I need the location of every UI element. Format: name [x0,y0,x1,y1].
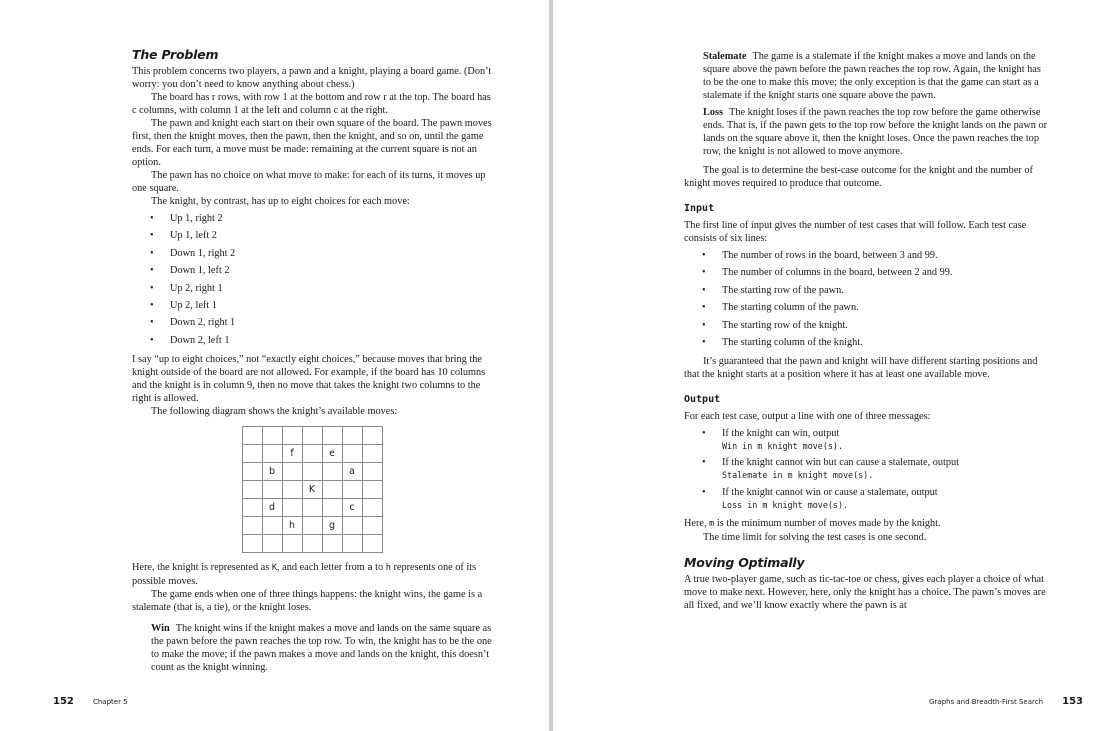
board-cell [262,426,282,444]
board-cell [362,444,382,462]
board-cell [302,498,322,516]
board-cell [362,534,382,552]
paragraph: The first line of input gives the number of test cases that will follow. Each test case consists of six lines: [684,220,1027,244]
definition-stalemate: Stalemate The game is a stalemate if the knight makes a move and lands on the square above the pawn before the pawn reaches the top row. Again, the knight has to be the one to make this move; the only exception is that the game can start as a stalemate if the knight starts one square above the pawn. [703,51,1041,101]
term-win: Win [151,622,170,634]
board-row [242,462,382,480]
left-footer [53,689,128,708]
list-item: • The starting column of the pawn. [684,301,1051,314]
board-cell [342,480,362,498]
board-cell [262,480,282,498]
list-item: • Down 2, left 1 [132,334,492,347]
list-item: • Up 2, right 1 [132,282,492,295]
board-cell [242,498,262,516]
page-number: 152 [53,696,74,707]
board-cell [362,462,382,480]
list-item: • Up 1, right 2 [132,212,492,225]
board-row [242,498,382,516]
paragraph: For each test case, output a line with one of three messages: [684,410,931,422]
board-cell [282,534,302,552]
paragraph: The pawn and knight each start on their own square of the board. The pawn moves first, then the knight moves, then the pawn, then the knight, and so on, until the game ends. For each turn, a move must be made: remaining at the current square is not an option. [132,118,492,168]
list-item: • Up 2, left 1 [132,299,492,312]
board-row [242,444,382,462]
board-cell [342,426,362,444]
knight-moves-diagram [132,426,492,553]
list-item: • If the knight can win, output Win in m knight move(s). [684,427,1051,452]
board-row [242,534,382,552]
board-row [242,426,382,444]
paragraph: The game ends when one of three things happens: the knight wins, the game is a stalemate (that is, a tie), or the knight loses. [132,588,483,613]
board-cell [282,426,302,444]
definition-loss: Loss The knight loses if the pawn reaches the top row before the game otherwise ends. That is, if the pawn gets to the top row before the knight lands on the pawn or lands on the square above it, then the knight loses. Once the pawn reaches the top row, the knight is not allowed to move anymore. [703,107,1048,157]
board-cell [362,516,382,534]
paragraph: It’s guaranteed that the pawn and knight will have different starting positions and that the knight starts at a position where it has at least one available move. [684,355,1038,380]
definition-win: Win The knight wins if the knight makes a move and lands on the same square as the pawn before the pawn reaches the top row. To win, the knight has to be the one to make the move; if the pawn makes a move and lands on the knight, this doesn’t count as the knight winning. [151,622,492,673]
board-cell [362,480,382,498]
board-cell [322,534,342,552]
code-output-stalemate: Stalemate in m knight move(s). [722,470,874,481]
board-cell: a [342,462,362,480]
board-cell [242,444,262,462]
board-cell [282,498,302,516]
list-item: • If the knight cannot win but can cause a stalemate, output Stalemate in m knight move(s). [684,456,1051,481]
board-cell [282,480,302,498]
code-output-loss: Loss in m knight move(s). [722,499,849,510]
board-cell [242,516,262,534]
board-cell [302,516,322,534]
board-cell [302,534,322,552]
board-cell: c [342,498,362,516]
board-cell [322,426,342,444]
output-list [684,427,1051,511]
board-row [242,516,382,534]
board-cell [242,480,262,498]
list-item: • Down 2, right 1 [132,316,492,329]
list-item: • If the knight cannot win or cause a stalemate, output Loss in m knight move(s). [684,486,1051,511]
right-page [553,0,1100,731]
paragraph: A true two-player game, such as tic-tac-toe or chess, gives each player a choice of what move to make next. However, here, only the knight has a choice. The pawn’s moves are all fixed, and we’ll know exactly where the pawn is at [684,573,1046,611]
inline-code: K [271,562,278,573]
section-title-moving-optimally: Moving Optimally [684,554,805,570]
board-cell [262,516,282,534]
inline-code: h [385,562,391,573]
list-item: • The starting row of the knight. [684,319,1051,332]
knight-moves-list [132,212,492,347]
board-cell [362,498,382,516]
paragraph: The following diagram shows the knight’s available moves: [151,405,398,417]
left-text-column [132,48,492,674]
right-text-column [684,50,1051,612]
left-page [0,0,549,731]
board-cell: g [322,516,342,534]
list-item: • Down 1, left 2 [132,264,492,277]
term-stalemate: Stalemate [703,51,747,62]
paragraph: The time limit for solving the test cases is one second. [703,531,927,543]
input-list [684,249,1051,349]
board-cell [242,534,262,552]
board-cell [302,462,322,480]
inline-code: m [709,518,715,529]
board-cell [242,426,262,444]
paragraph: The board has r rows, with row 1 at the bottom and row r at the top. The board has c columns, with column 1 at the left and column c at the right. [132,92,491,116]
code-output-win: Win in m knight move(s). [722,440,844,451]
board-cell [262,444,282,462]
running-footer: Graphs and Breadth-First Search [929,698,1044,706]
board-cell [322,480,342,498]
list-item: • Up 1, left 2 [132,229,492,242]
board-cell: h [282,516,302,534]
right-footer [929,689,1083,708]
inline-code: a [367,562,373,573]
board-cell [322,498,342,516]
page-number: 153 [1062,696,1083,707]
board-cell: K [302,480,322,498]
board-cell [342,516,362,534]
list-item: • The number of columns in the board, between 2 and 99. [684,266,1051,279]
board-cell [262,534,282,552]
term-loss: Loss [703,107,724,118]
board-cell [302,444,322,462]
paragraph: The goal is to determine the best-case outcome for the knight and the number of knight moves required to produce that outcome. [684,165,1033,189]
list-item: • Down 1, right 2 [132,247,492,260]
running-footer: Chapter 5 [92,698,128,706]
board-cell [302,426,322,444]
board-cell [322,462,342,480]
board-cell [242,462,262,480]
list-item: • The starting row of the pawn. [684,284,1051,297]
paragraph: The pawn has no choice on what move to make: for each of its turns, it moves up one square. [132,170,486,194]
board-row [242,480,382,498]
board-cell: f [282,444,302,462]
paragraph: Here, m is the minimum number of moves made by the knight. [684,517,941,529]
board-cell [342,444,362,462]
board-cell [282,462,302,480]
list-item: • The number of rows in the board, between 3 and 99. [684,249,1051,262]
board-cell: d [262,498,282,516]
board-cell [342,534,362,552]
chess-board-grid [242,426,383,553]
section-title-output: Output [684,393,721,405]
section-title-the-problem: The Problem [132,47,219,62]
paragraph: This problem concerns two players, a pawn and a knight, playing a board game. (Don’t worry: you don’t need to know anything about chess.) [132,66,492,90]
paragraph: I say “up to eight choices,” not “exactly eight choices,” because moves that bring the knight outside of the board are not allowed. For example, if the board has 10 columns and the knight is in column 9, then no move that takes the knight two columns to the right is allowed. [132,353,486,404]
list-item: • The starting column of the knight. [684,336,1051,349]
section-title-input: Input [684,203,715,214]
board-cell [362,426,382,444]
board-cell: b [262,462,282,480]
paragraph: The knight, by contrast, has up to eight choices for each move: [151,196,410,207]
board-cell: e [322,444,342,462]
paragraph: Here, the knight is represented as K, and each letter from a to h represents one of its possible moves. [132,561,477,587]
